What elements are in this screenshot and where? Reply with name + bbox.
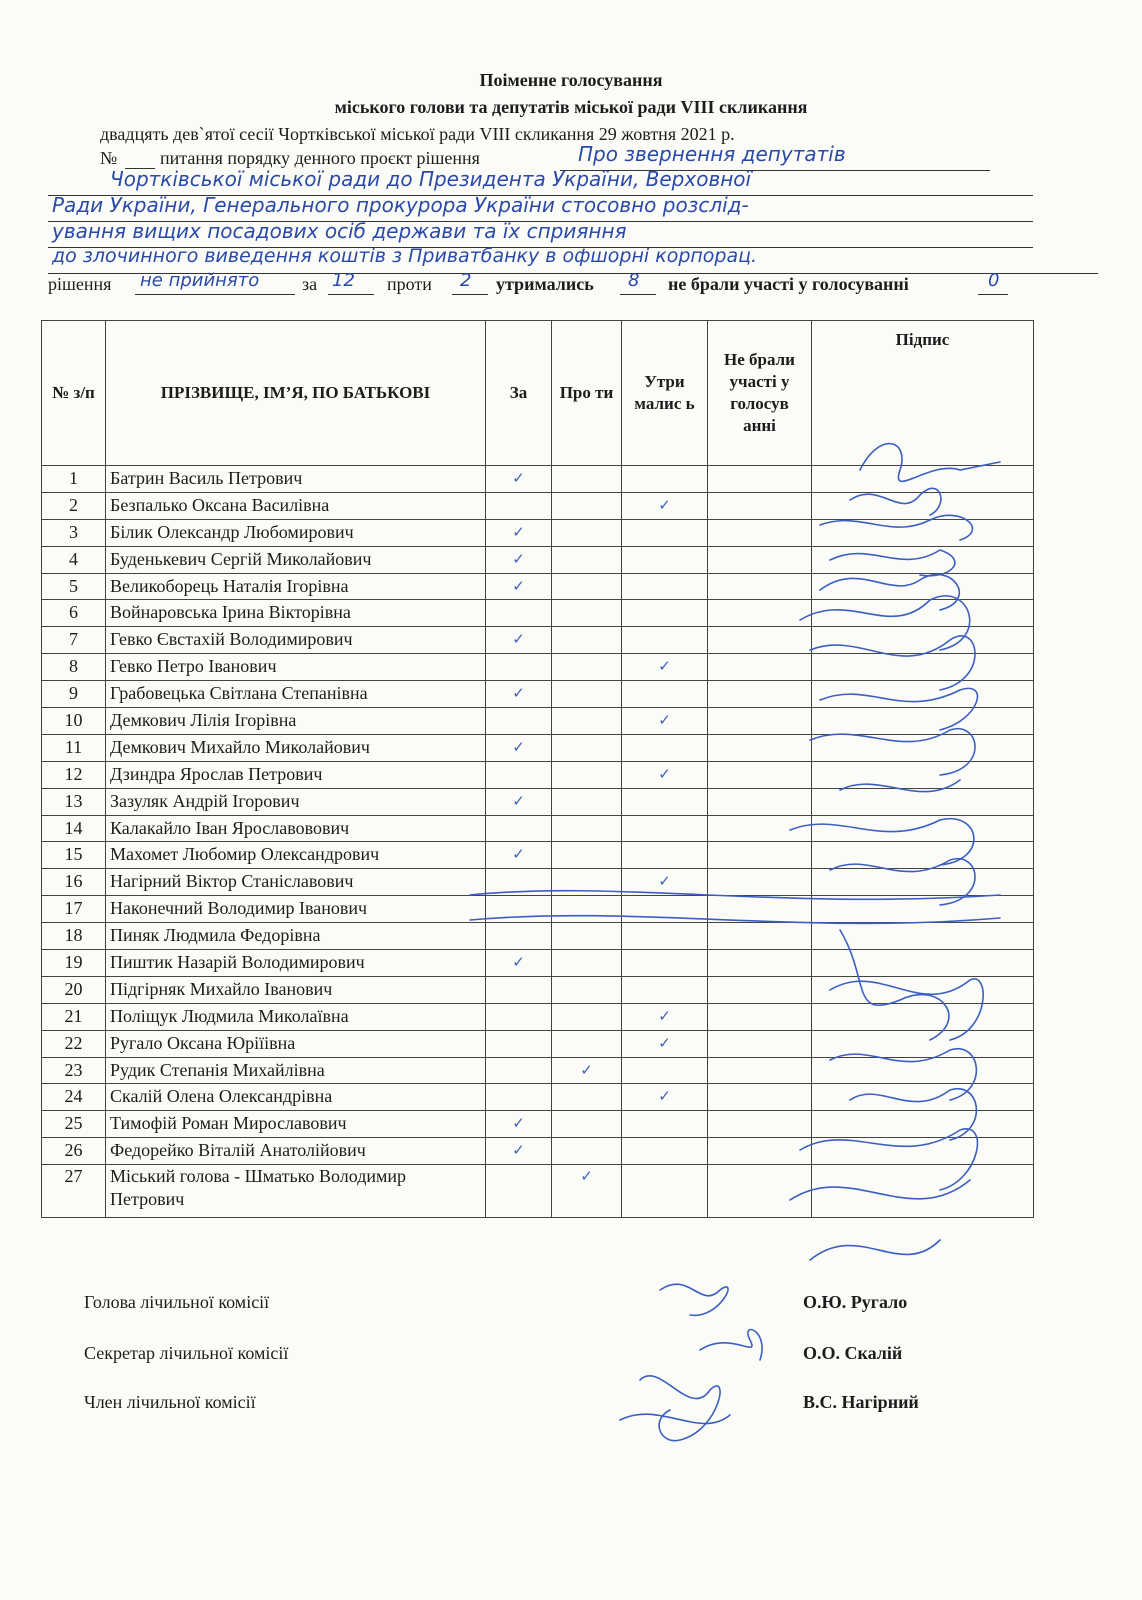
- table-row: [42, 627, 1034, 654]
- signature-cell: [812, 466, 1034, 493]
- vote-cell-for: [486, 950, 552, 977]
- vote-cell-against: [552, 950, 622, 977]
- deputy-name: Зазуляк Андрій Ігорович: [106, 788, 486, 815]
- deputy-name: Рудик Степанія Михайлівна: [106, 1057, 486, 1084]
- vote-cell-against: [552, 600, 622, 627]
- vote-cell-abstain: [622, 1057, 708, 1084]
- vote-cell-absent: [708, 654, 812, 681]
- vote-cell-for: [486, 1030, 552, 1057]
- row-number: 5: [42, 573, 106, 600]
- vote-cell-against: [552, 734, 622, 761]
- col-header-signature: Підпис: [812, 321, 1034, 466]
- for-value: 12: [332, 270, 355, 291]
- vote-cell-absent: [708, 734, 812, 761]
- document-subtitle: міського голови та депутатів міської ради VIII скликання: [334, 97, 808, 117]
- vote-cell-abstain: [622, 1003, 708, 1030]
- row-number: 27: [42, 1165, 106, 1218]
- vote-cell-abstain: [622, 734, 708, 761]
- vote-cell-against: [552, 1084, 622, 1111]
- signature-cell: [812, 1165, 1034, 1218]
- row-number: 24: [42, 1084, 106, 1111]
- table-row: [42, 1003, 1034, 1030]
- vote-cell-for: [486, 466, 552, 493]
- vote-cell-against: [552, 546, 622, 573]
- col-header-absent: Не брали участі у голосув анні: [708, 321, 812, 466]
- row-number: 19: [42, 950, 106, 977]
- signature-cell: [812, 896, 1034, 923]
- vote-cell-absent: [708, 492, 812, 519]
- check-mark-icon: ✓: [512, 1114, 525, 1133]
- deputy-name: Пиштик Назарій Володимирович: [106, 950, 486, 977]
- vote-cell-absent: [708, 466, 812, 493]
- vote-cell-against: [552, 1030, 622, 1057]
- deputy-name: Гевко Петро Іванович: [106, 654, 486, 681]
- table-row: [42, 600, 1034, 627]
- signature-cell: [812, 654, 1034, 681]
- vote-cell-abstain: [622, 492, 708, 519]
- handwritten-line-5: до злочинного виведення коштів з Приватбанку в офшорні корпорац.: [52, 245, 758, 267]
- vote-cell-for: [486, 600, 552, 627]
- vote-cell-for: [486, 1111, 552, 1138]
- row-number: 11: [42, 734, 106, 761]
- table-row: [42, 923, 1034, 950]
- check-mark-icon: ✓: [512, 953, 525, 972]
- signature-cell: [812, 976, 1034, 1003]
- footer-role-1: Голова лічильної комісії: [84, 1292, 270, 1312]
- signature-scribble: [700, 1330, 762, 1360]
- rule-line: [978, 294, 1008, 295]
- vote-cell-against: [552, 788, 622, 815]
- signature-cell: [812, 546, 1034, 573]
- row-number: 20: [42, 976, 106, 1003]
- issue-label: питання порядку денного проєкт рішення: [160, 148, 480, 168]
- vote-cell-abstain: [622, 1138, 708, 1165]
- rule-line: [620, 294, 656, 295]
- issue-prefix: №: [100, 148, 118, 168]
- vote-cell-abstain: [622, 869, 708, 896]
- vote-cell-against: [552, 896, 622, 923]
- vote-cell-for: [486, 492, 552, 519]
- handwritten-line-1: Про звернення депутатів: [578, 142, 846, 166]
- table-row: [42, 896, 1034, 923]
- check-mark-icon: ✓: [512, 522, 525, 541]
- vote-cell-abstain: [622, 546, 708, 573]
- table-row: [42, 761, 1034, 788]
- vote-cell-against: [552, 1057, 622, 1084]
- vote-cell-against: [552, 976, 622, 1003]
- vote-cell-absent: [708, 708, 812, 735]
- table-header-row: [42, 321, 1034, 466]
- deputy-name: Батрин Василь Петрович: [106, 466, 486, 493]
- col-header-against: Про ти: [552, 321, 622, 466]
- row-number: 12: [42, 761, 106, 788]
- check-mark-icon: ✓: [512, 549, 525, 568]
- table-row: [42, 573, 1034, 600]
- table-row: [42, 492, 1034, 519]
- table-row: [42, 734, 1034, 761]
- deputy-name: Тимофій Роман Мирославович: [106, 1111, 486, 1138]
- table-row: [42, 788, 1034, 815]
- vote-cell-for: [486, 842, 552, 869]
- footer-person-1: О.Ю. Ругало: [803, 1292, 908, 1312]
- vote-cell-for: [486, 896, 552, 923]
- deputy-name: Міський голова - Шматько Володимир Петрович: [106, 1165, 486, 1218]
- vote-cell-abstain: [622, 466, 708, 493]
- check-mark-icon: ✓: [580, 1060, 593, 1079]
- vote-cell-absent: [708, 869, 812, 896]
- row-number: 21: [42, 1003, 106, 1030]
- row-number: 13: [42, 788, 106, 815]
- deputy-name: Гевко Євстахій Володимирович: [106, 627, 486, 654]
- signature-cell: [812, 600, 1034, 627]
- col-header-for: За: [486, 321, 552, 466]
- vote-cell-against: [552, 1165, 622, 1218]
- vote-cell-abstain: [622, 896, 708, 923]
- row-number: 8: [42, 654, 106, 681]
- vote-cell-abstain: [622, 1165, 708, 1218]
- vote-cell-absent: [708, 842, 812, 869]
- signature-cell: [812, 788, 1034, 815]
- table-row: [42, 1084, 1034, 1111]
- vote-cell-absent: [708, 1057, 812, 1084]
- vote-cell-absent: [708, 976, 812, 1003]
- rule-line: [135, 294, 295, 295]
- vote-cell-for: [486, 815, 552, 842]
- absent-label: не брали участі у голосуванні: [668, 274, 909, 294]
- signature-cell: [812, 734, 1034, 761]
- signature-cell: [812, 815, 1034, 842]
- document-title: Поіменне голосування: [479, 70, 663, 90]
- against-value: 2: [460, 270, 472, 291]
- vote-cell-absent: [708, 546, 812, 573]
- signature-cell: [812, 869, 1034, 896]
- vote-cell-abstain: [622, 654, 708, 681]
- deputy-name: Федорейко Віталій Анатолійович: [106, 1138, 486, 1165]
- vote-cell-absent: [708, 573, 812, 600]
- table-row: [42, 976, 1034, 1003]
- row-number: 25: [42, 1111, 106, 1138]
- check-mark-icon: ✓: [512, 576, 525, 595]
- deputy-name: Великоборець Наталія Ігорівна: [106, 573, 486, 600]
- vote-cell-against: [552, 923, 622, 950]
- abstain-value: 8: [628, 270, 640, 291]
- vote-cell-against: [552, 761, 622, 788]
- signature-cell: [812, 519, 1034, 546]
- table-row: [42, 1030, 1034, 1057]
- vote-cell-for: [486, 1057, 552, 1084]
- rule-line: [452, 294, 488, 295]
- vote-cell-absent: [708, 1165, 812, 1218]
- vote-cell-against: [552, 708, 622, 735]
- table-row: [42, 1057, 1034, 1084]
- vote-cell-for: [486, 976, 552, 1003]
- check-mark-icon: ✓: [658, 711, 671, 730]
- vote-cell-against: [552, 681, 622, 708]
- signature-cell: [812, 1030, 1034, 1057]
- vote-cell-for: [486, 1165, 552, 1218]
- table-row: [42, 1111, 1034, 1138]
- vote-cell-abstain: [622, 573, 708, 600]
- table-row: [42, 815, 1034, 842]
- signature-cell: [812, 923, 1034, 950]
- footer-role-3: Член лічильної комісії: [84, 1392, 256, 1412]
- signature-cell: [812, 1057, 1034, 1084]
- vote-cell-against: [552, 654, 622, 681]
- check-mark-icon: ✓: [512, 469, 525, 487]
- row-number: 22: [42, 1030, 106, 1057]
- vote-cell-absent: [708, 1111, 812, 1138]
- vote-cell-for: [486, 573, 552, 600]
- check-mark-icon: ✓: [658, 764, 671, 783]
- signature-scribble: [640, 1376, 720, 1441]
- handwritten-line-4: ування вищих посадових осіб держави та їх сприяння: [52, 219, 627, 243]
- check-mark-icon: ✓: [658, 1033, 671, 1052]
- check-mark-icon: ✓: [512, 737, 525, 756]
- row-number: 9: [42, 681, 106, 708]
- vote-cell-absent: [708, 923, 812, 950]
- deputy-name: Скалій Олена Олександрівна: [106, 1084, 486, 1111]
- vote-cell-against: [552, 815, 622, 842]
- row-number: 26: [42, 1138, 106, 1165]
- row-number: 3: [42, 519, 106, 546]
- check-mark-icon: ✓: [512, 1141, 525, 1160]
- vote-cell-abstain: [622, 600, 708, 627]
- roll-call-table: [41, 320, 1034, 1218]
- vote-cell-absent: [708, 627, 812, 654]
- col-header-num: № з/п: [42, 321, 106, 466]
- check-mark-icon: ✓: [658, 1006, 671, 1025]
- vote-cell-for: [486, 708, 552, 735]
- vote-cell-abstain: [622, 681, 708, 708]
- vote-cell-against: [552, 466, 622, 493]
- signature-cell: [812, 1111, 1034, 1138]
- table-row: [42, 466, 1034, 493]
- check-mark-icon: ✓: [512, 791, 525, 810]
- vote-cell-absent: [708, 896, 812, 923]
- row-number: 14: [42, 815, 106, 842]
- footer-role-2: Секретар лічильної комісії: [84, 1343, 289, 1363]
- deputy-name: Буденькевич Сергій Миколайович: [106, 546, 486, 573]
- deputy-name: Підгірняк Михайло Іванович: [106, 976, 486, 1003]
- vote-cell-against: [552, 1111, 622, 1138]
- table-row: [42, 546, 1034, 573]
- footer-person-2: О.О. Скалій: [803, 1343, 903, 1363]
- signature-cell: [812, 842, 1034, 869]
- handwritten-line-2: Чортківської міської ради до Президента України, Верховної: [110, 167, 752, 191]
- vote-cell-absent: [708, 1003, 812, 1030]
- abstain-label: утримались: [496, 274, 594, 294]
- deputy-name: Демкович Лілія Ігорівна: [106, 708, 486, 735]
- vote-cell-for: [486, 681, 552, 708]
- signature-scribble: [620, 1414, 730, 1423]
- check-mark-icon: ✓: [580, 1167, 593, 1186]
- vote-cell-for: [486, 1084, 552, 1111]
- vote-cell-absent: [708, 950, 812, 977]
- signature-cell: [812, 1084, 1034, 1111]
- vote-cell-for: [486, 546, 552, 573]
- vote-cell-absent: [708, 519, 812, 546]
- signature-cell: [812, 681, 1034, 708]
- deputy-name: Поліщук Людмила Миколаївна: [106, 1003, 486, 1030]
- vote-cell-abstain: [622, 815, 708, 842]
- vote-cell-abstain: [622, 519, 708, 546]
- vote-cell-absent: [708, 761, 812, 788]
- check-mark-icon: ✓: [658, 872, 671, 891]
- vote-cell-against: [552, 1138, 622, 1165]
- table-body: [42, 466, 1034, 1218]
- row-number: 18: [42, 923, 106, 950]
- vote-cell-absent: [708, 681, 812, 708]
- vote-cell-for: [486, 734, 552, 761]
- vote-cell-for: [486, 654, 552, 681]
- deputy-name: Демкович Михайло Миколайович: [106, 734, 486, 761]
- col-header-abstain: Утри малис ь: [622, 321, 708, 466]
- deputy-name: Махомет Любомир Олександрович: [106, 842, 486, 869]
- col-header-name: ПРІЗВИЩЕ, ІМ’Я, ПО БАТЬКОВІ: [106, 321, 486, 466]
- deputy-name: Ругало Оксана Юріїівна: [106, 1030, 486, 1057]
- deputy-name: Безпалько Оксана Василівна: [106, 492, 486, 519]
- row-number: 7: [42, 627, 106, 654]
- deputy-name: Калакайло Іван Ярославовович: [106, 815, 486, 842]
- row-number: 17: [42, 896, 106, 923]
- vote-cell-for: [486, 1138, 552, 1165]
- vote-cell-absent: [708, 1084, 812, 1111]
- vote-cell-abstain: [622, 627, 708, 654]
- vote-cell-for: [486, 761, 552, 788]
- row-number: 23: [42, 1057, 106, 1084]
- vote-cell-absent: [708, 1138, 812, 1165]
- table-row: [42, 950, 1034, 977]
- table-row: [42, 654, 1034, 681]
- table-row: [42, 869, 1034, 896]
- table-row: [42, 842, 1034, 869]
- signature-cell: [812, 950, 1034, 977]
- vote-cell-abstain: [622, 923, 708, 950]
- check-mark-icon: ✓: [658, 495, 671, 514]
- deputy-name: Грабовецька Світлана Степанівна: [106, 681, 486, 708]
- table-row: [42, 519, 1034, 546]
- row-number: 4: [42, 546, 106, 573]
- vote-cell-abstain: [622, 1084, 708, 1111]
- deputy-name: Білик Олександр Любомирович: [106, 519, 486, 546]
- signature-cell: [812, 708, 1034, 735]
- signature-scribble: [810, 1240, 940, 1260]
- vote-cell-abstain: [622, 708, 708, 735]
- vote-cell-abstain: [622, 842, 708, 869]
- deputy-name: Пиняк Людмила Федорівна: [106, 923, 486, 950]
- vote-cell-against: [552, 573, 622, 600]
- row-number: 1: [42, 466, 106, 493]
- vote-cell-for: [486, 923, 552, 950]
- row-number: 6: [42, 600, 106, 627]
- signature-cell: [812, 761, 1034, 788]
- vote-cell-abstain: [622, 950, 708, 977]
- deputy-name: Нагірний Віктор Станіславович: [106, 869, 486, 896]
- row-number: 15: [42, 842, 106, 869]
- table-row: [42, 708, 1034, 735]
- table-row: [42, 1138, 1034, 1165]
- table-row: [42, 681, 1034, 708]
- vote-cell-for: [486, 869, 552, 896]
- row-number: 16: [42, 869, 106, 896]
- check-mark-icon: ✓: [512, 630, 525, 649]
- signature-scribble: [660, 1284, 728, 1315]
- vote-cell-against: [552, 842, 622, 869]
- vote-cell-against: [552, 627, 622, 654]
- signature-cell: [812, 627, 1034, 654]
- vote-cell-against: [552, 519, 622, 546]
- footer-person-3: В.С. Нагірний: [803, 1392, 919, 1412]
- signature-cell: [812, 573, 1034, 600]
- handwritten-line-3: Ради України, Генерального прокурора України стосовно розслід-: [52, 193, 749, 217]
- signature-cell: [812, 492, 1034, 519]
- vote-cell-for: [486, 1003, 552, 1030]
- check-mark-icon: ✓: [512, 684, 525, 703]
- vote-cell-for: [486, 519, 552, 546]
- vote-cell-for: [486, 627, 552, 654]
- check-mark-icon: ✓: [512, 845, 525, 864]
- result-label: рішення: [48, 274, 112, 294]
- vote-cell-absent: [708, 1030, 812, 1057]
- vote-cell-against: [552, 869, 622, 896]
- session-line: двадцять дев`ятої сесії Чортківської міської ради VIII скликання 29 жовтня 2021 р.: [100, 124, 735, 144]
- vote-cell-abstain: [622, 1030, 708, 1057]
- vote-cell-absent: [708, 815, 812, 842]
- check-mark-icon: ✓: [658, 1087, 671, 1106]
- for-label: за: [302, 274, 318, 294]
- vote-cell-abstain: [622, 976, 708, 1003]
- vote-cell-against: [552, 492, 622, 519]
- deputy-name: Войнаровська Ірина Вікторівна: [106, 600, 486, 627]
- table-row: [42, 1165, 1034, 1218]
- against-label: проти: [387, 274, 432, 294]
- vote-cell-against: [552, 1003, 622, 1030]
- row-number: 2: [42, 492, 106, 519]
- vote-cell-for: [486, 788, 552, 815]
- vote-cell-abstain: [622, 1111, 708, 1138]
- deputy-name: Дзиндра Ярослав Петрович: [106, 761, 486, 788]
- deputy-name: Наконечний Володимир Іванович: [106, 896, 486, 923]
- vote-cell-abstain: [622, 788, 708, 815]
- vote-cell-absent: [708, 788, 812, 815]
- absent-value: 0: [988, 270, 1000, 291]
- vote-cell-abstain: [622, 761, 708, 788]
- signature-cell: [812, 1003, 1034, 1030]
- result-value: не прийнято: [140, 270, 260, 291]
- signature-cell: [812, 1138, 1034, 1165]
- check-mark-icon: ✓: [658, 657, 671, 676]
- vote-cell-absent: [708, 600, 812, 627]
- rule-line: [328, 294, 374, 295]
- row-number: 10: [42, 708, 106, 735]
